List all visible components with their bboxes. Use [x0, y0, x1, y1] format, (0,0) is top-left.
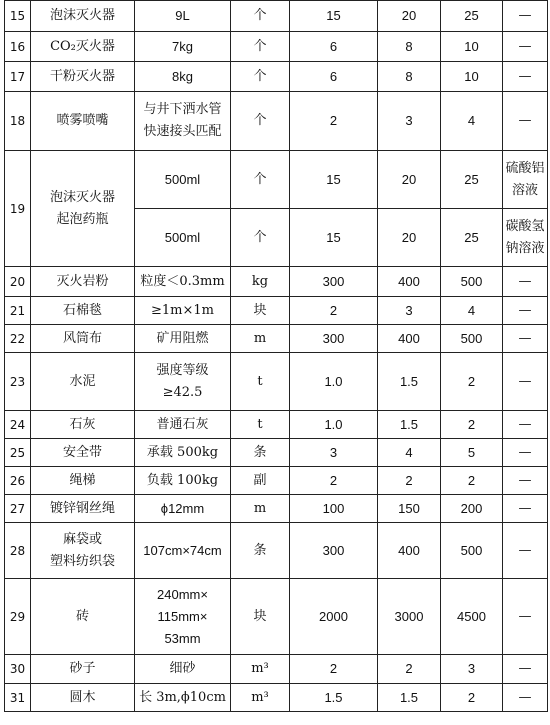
table-row	[5, 325, 548, 353]
item-name: 砂子	[31, 655, 135, 684]
qty-c: 5	[441, 439, 503, 467]
row-number: 26	[5, 467, 31, 495]
item-name: 镀锌钢丝绳	[31, 495, 135, 523]
qty-b: 1.5	[378, 353, 441, 411]
qty-b: 8	[378, 32, 441, 62]
row-number: 18	[5, 92, 31, 151]
item-unit: m	[231, 495, 290, 523]
qty-b: 400	[378, 267, 441, 297]
item-unit: 块	[231, 579, 290, 655]
item-name: 圆木	[31, 684, 135, 712]
item-note: —	[503, 267, 548, 297]
item-name: 水泥	[31, 353, 135, 411]
item-spec: ϕ12mm	[135, 495, 231, 523]
item-name: 灭火岩粉	[31, 267, 135, 297]
qty-a: 300	[290, 267, 378, 297]
qty-b: 2	[378, 467, 441, 495]
row-number: 31	[5, 684, 31, 712]
item-name: 绳梯	[31, 467, 135, 495]
item-note: —	[503, 579, 548, 655]
qty-b: 400	[378, 523, 441, 579]
qty-a: 15	[290, 1, 378, 32]
item-unit: kg	[231, 267, 290, 297]
item-note: —	[503, 92, 548, 151]
item-name: 泡沫灭火器	[31, 1, 135, 32]
qty-a: 1.5	[290, 684, 378, 712]
item-spec: 普通石灰	[135, 411, 231, 439]
qty-c: 500	[441, 267, 503, 297]
item-note: —	[503, 325, 548, 353]
item-name: 喷雾喷嘴	[31, 92, 135, 151]
qty-a: 1.0	[290, 353, 378, 411]
qty-c: 2	[441, 411, 503, 439]
item-spec: 8kg	[135, 62, 231, 92]
item-spec: ≥1m×1m	[135, 297, 231, 325]
item-unit: 条	[231, 439, 290, 467]
row-number: 19	[5, 151, 31, 267]
qty-b: 8	[378, 62, 441, 92]
item-unit: 个	[231, 151, 290, 209]
qty-b: 20	[378, 151, 441, 209]
qty-b: 3	[378, 297, 441, 325]
item-name: 石灰	[31, 411, 135, 439]
row-number: 30	[5, 655, 31, 684]
qty-c: 200	[441, 495, 503, 523]
qty-a: 1.0	[290, 411, 378, 439]
item-unit: 个	[231, 1, 290, 32]
table-row	[5, 439, 548, 467]
row-number: 25	[5, 439, 31, 467]
item-note: —	[503, 523, 548, 579]
item-name: 风筒布	[31, 325, 135, 353]
item-name: 干粉灭火器	[31, 62, 135, 92]
table-row	[5, 523, 548, 579]
row-number: 24	[5, 411, 31, 439]
qty-c: 2	[441, 353, 503, 411]
qty-c: 4	[441, 297, 503, 325]
qty-a: 3	[290, 439, 378, 467]
table-row	[5, 495, 548, 523]
qty-b: 3000	[378, 579, 441, 655]
item-unit: t	[231, 353, 290, 411]
item-note: —	[503, 684, 548, 712]
qty-a: 2	[290, 92, 378, 151]
table-row	[5, 411, 548, 439]
qty-c: 2	[441, 684, 503, 712]
item-spec: 细砂	[135, 655, 231, 684]
row-number: 23	[5, 353, 31, 411]
item-unit: t	[231, 411, 290, 439]
table-row	[5, 32, 548, 62]
item-unit: 个	[231, 32, 290, 62]
item-name: 泡沫灭火器 起泡药瓶	[31, 151, 135, 267]
qty-a: 2	[290, 297, 378, 325]
qty-b: 400	[378, 325, 441, 353]
qty-c: 25	[441, 151, 503, 209]
table-row	[5, 297, 548, 325]
qty-c: 500	[441, 523, 503, 579]
qty-c: 10	[441, 62, 503, 92]
table-row	[5, 684, 548, 712]
table-row	[5, 353, 548, 411]
table-row	[5, 655, 548, 684]
item-unit: m³	[231, 684, 290, 712]
table-row	[5, 1, 548, 32]
table-row	[5, 267, 548, 297]
qty-a: 2000	[290, 579, 378, 655]
materials-table	[4, 0, 548, 712]
item-note: 硫酸铝 溶液	[503, 151, 548, 209]
qty-b: 20	[378, 209, 441, 267]
qty-b: 1.5	[378, 684, 441, 712]
row-number: 16	[5, 32, 31, 62]
qty-b: 1.5	[378, 411, 441, 439]
item-unit: 个	[231, 62, 290, 92]
item-name: 砖	[31, 579, 135, 655]
qty-c: 4500	[441, 579, 503, 655]
item-unit: 条	[231, 523, 290, 579]
item-spec: 240mm× 115mm× 53mm	[135, 579, 231, 655]
table-row	[5, 467, 548, 495]
qty-a: 100	[290, 495, 378, 523]
row-number: 27	[5, 495, 31, 523]
item-unit: m³	[231, 655, 290, 684]
qty-b: 3	[378, 92, 441, 151]
item-spec: 强度等级 ≥42.5	[135, 353, 231, 411]
qty-c: 25	[441, 209, 503, 267]
qty-b: 20	[378, 1, 441, 32]
item-spec: 承载 500kg	[135, 439, 231, 467]
item-note: —	[503, 439, 548, 467]
row-number: 20	[5, 267, 31, 297]
qty-c: 2	[441, 467, 503, 495]
table-row	[5, 579, 548, 655]
item-note: —	[503, 62, 548, 92]
qty-a: 300	[290, 325, 378, 353]
row-number: 21	[5, 297, 31, 325]
item-spec: 7kg	[135, 32, 231, 62]
qty-a: 15	[290, 151, 378, 209]
item-note: —	[503, 467, 548, 495]
qty-b: 4	[378, 439, 441, 467]
table-row	[5, 151, 548, 209]
qty-b: 2	[378, 655, 441, 684]
qty-a: 15	[290, 209, 378, 267]
item-unit: 副	[231, 467, 290, 495]
item-note: —	[503, 655, 548, 684]
item-unit: m	[231, 325, 290, 353]
item-note: —	[503, 495, 548, 523]
item-unit: 块	[231, 297, 290, 325]
item-note: —	[503, 411, 548, 439]
item-note: —	[503, 1, 548, 32]
item-name: 石棉毯	[31, 297, 135, 325]
item-note: —	[503, 32, 548, 62]
item-note: —	[503, 297, 548, 325]
item-name: 麻袋或 塑料纺织袋	[31, 523, 135, 579]
qty-c: 25	[441, 1, 503, 32]
row-number: 22	[5, 325, 31, 353]
qty-a: 300	[290, 523, 378, 579]
row-number: 15	[5, 1, 31, 32]
row-number: 28	[5, 523, 31, 579]
item-name: 安全带	[31, 439, 135, 467]
qty-a: 2	[290, 655, 378, 684]
item-unit: 个	[231, 209, 290, 267]
item-spec: 500ml	[135, 209, 231, 267]
table-row	[5, 62, 548, 92]
item-spec: 矿用阻燃	[135, 325, 231, 353]
item-spec: 负载 100kg	[135, 467, 231, 495]
qty-b: 150	[378, 495, 441, 523]
item-unit: 个	[231, 92, 290, 151]
table-row	[5, 92, 548, 151]
item-spec: 9L	[135, 1, 231, 32]
item-spec: 107cm×74cm	[135, 523, 231, 579]
qty-c: 3	[441, 655, 503, 684]
item-spec: 与井下洒水管 快速接头匹配	[135, 92, 231, 151]
item-spec: 长 3m,ϕ10cm	[135, 684, 231, 712]
item-name: CO₂灭火器	[31, 32, 135, 62]
qty-a: 6	[290, 32, 378, 62]
qty-c: 4	[441, 92, 503, 151]
item-spec: 粒度＜0.3mm	[135, 267, 231, 297]
qty-c: 10	[441, 32, 503, 62]
item-note: —	[503, 353, 548, 411]
item-spec: 500ml	[135, 151, 231, 209]
qty-a: 6	[290, 62, 378, 92]
item-note: 碳酸氢 钠溶液	[503, 209, 548, 267]
row-number: 17	[5, 62, 31, 92]
qty-c: 500	[441, 325, 503, 353]
qty-a: 2	[290, 467, 378, 495]
row-number: 29	[5, 579, 31, 655]
